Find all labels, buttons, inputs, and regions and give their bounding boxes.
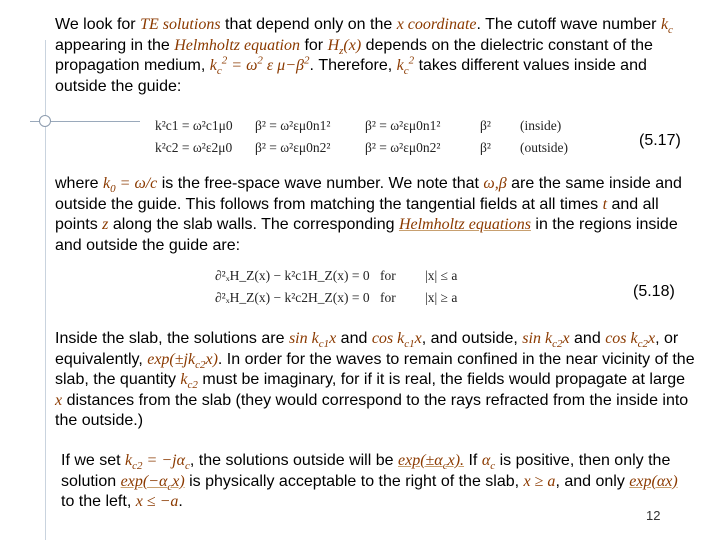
- x-symbol: x: [55, 391, 63, 409]
- kc-symbol: $k_c$: [660, 16, 673, 37]
- paragraph-2: where $k_0 = \omega/c$ is the free-space wave number. We note that ω,β are the same inside and outside the guide. This follows from matching the tangential fields at all times t and all points z along the slab walls. The corresponding Helmholtz equations in the regions inside and outside the guide are:: [55, 175, 682, 254]
- sin-kc1x: $\sin k_{c1}x$: [288, 330, 337, 351]
- alpha-c-symbol: $\alpha_c$: [481, 452, 496, 473]
- helmholtz-equations-term: Helmholtz equations: [398, 216, 531, 233]
- x-ge-a: x ≥ a: [523, 472, 556, 490]
- equation-row-inside: ∂²ₓH_Z(x) − k²c1H_Z(x) = 0 for |x| ≤ a: [215, 268, 458, 283]
- exp-pm-alpha: $\exp(\pm\alpha_cx)$.: [397, 452, 465, 473]
- paragraph-4: If we set $k_{c2} = -j\alpha_c$, the solutions outside will be $\exp(\pm\alpha_cx)$. If $\alpha_c$ is positive, then only the solution $\exp(-\alpha_cx)$ is physically acceptable to the right of the slab, x ≥ a, and only exp(αx) to the left, x ≤ −a.: [61, 452, 678, 510]
- cos-kc2x: $\cos k_{c2}x$: [605, 330, 656, 351]
- x-le-neg-a: x ≤ −a: [135, 493, 179, 510]
- exp-neg-alpha: $\exp(-\alpha_cx)$: [120, 472, 185, 493]
- page-number: 12: [646, 508, 661, 523]
- t-symbol: t: [602, 195, 608, 213]
- helmholtz-term: Helmholtz equation: [174, 36, 300, 54]
- equation-row-outside: ∂²ₓH_Z(x) − k²c2H_Z(x) = 0 for |x| ≥ a: [215, 290, 458, 305]
- cos-kc1x: $\cos k_{c1}x$: [371, 330, 422, 351]
- equation-row-outside: k²c2 = ω²ε2μ0 β² = ω²εμ0n2² β² = ω²εμ0n2² β² (outside): [155, 140, 568, 155]
- te-solutions-term: TE solutions: [140, 16, 221, 33]
- equation-row-inside: k²c1 = ω²c1μ0 β² = ω²εμ0n1² β² = ω²εμ0n1² β² (inside): [155, 118, 562, 133]
- equation-number-5-18: (5.18): [633, 283, 675, 300]
- paragraph-1: We look for TE solutions that depend only on the x coordinate. The cutoff wave number $k_c$ appearing in the Helmholtz equation for $H_z(x)$ depends on the dielectric constant of the propagation medium, $k_c^2 = \omega^2$ ε $\mu-\beta^2$. Therefore, $k_c^2$ takes different values inside and outside the guide:: [55, 16, 673, 95]
- k0-symbol: $k_0 = \omega/c$: [103, 175, 158, 196]
- exp-jkc2x: $\exp(\pm jk_{c2}x)$: [147, 350, 218, 371]
- paragraph-3: Inside the slab, the solutions are $\sin k_{c1}x$ and $\cos k_{c1}x$, and outside, $\sin k_{c2}x$ and $\cos k_{c2}x$, or equivalently, $\exp(\pm jk_{c2}x)$. In order for the waves to remain confined in the near vicinity of the slab, the quantity $k_{c2}$ must be imaginary, for if it is real, the fields would propagate at large x distances from the slab (they would correspond to the rays refracted from the inside into the outside.): [55, 330, 695, 429]
- exp-pos-alpha: exp(αx): [629, 472, 678, 490]
- omega-beta-symbol: ω,β: [483, 175, 507, 192]
- x-coordinate-term: x coordinate: [396, 16, 477, 33]
- equation-5-17: [155, 115, 568, 159]
- equation-number-5-17: (5.17): [639, 132, 681, 149]
- sin-kc2x: $\sin k_{c2}x$: [522, 330, 570, 351]
- kc2-definition: $k_{c2} = -j\alpha_c$: [125, 452, 190, 473]
- equation-5-18: [215, 265, 457, 309]
- hz-symbol: $H_z(x)$: [327, 36, 362, 57]
- bullet-circle: [39, 115, 51, 127]
- z-symbol: z: [102, 216, 109, 233]
- dispersion-equation: $k_c^2 = \omega^2$ ε $\mu-\beta^2$: [209, 54, 310, 78]
- kc2-symbol: $k_c^2$: [396, 54, 415, 78]
- kc2-symbol: $k_{c2}$: [180, 371, 198, 392]
